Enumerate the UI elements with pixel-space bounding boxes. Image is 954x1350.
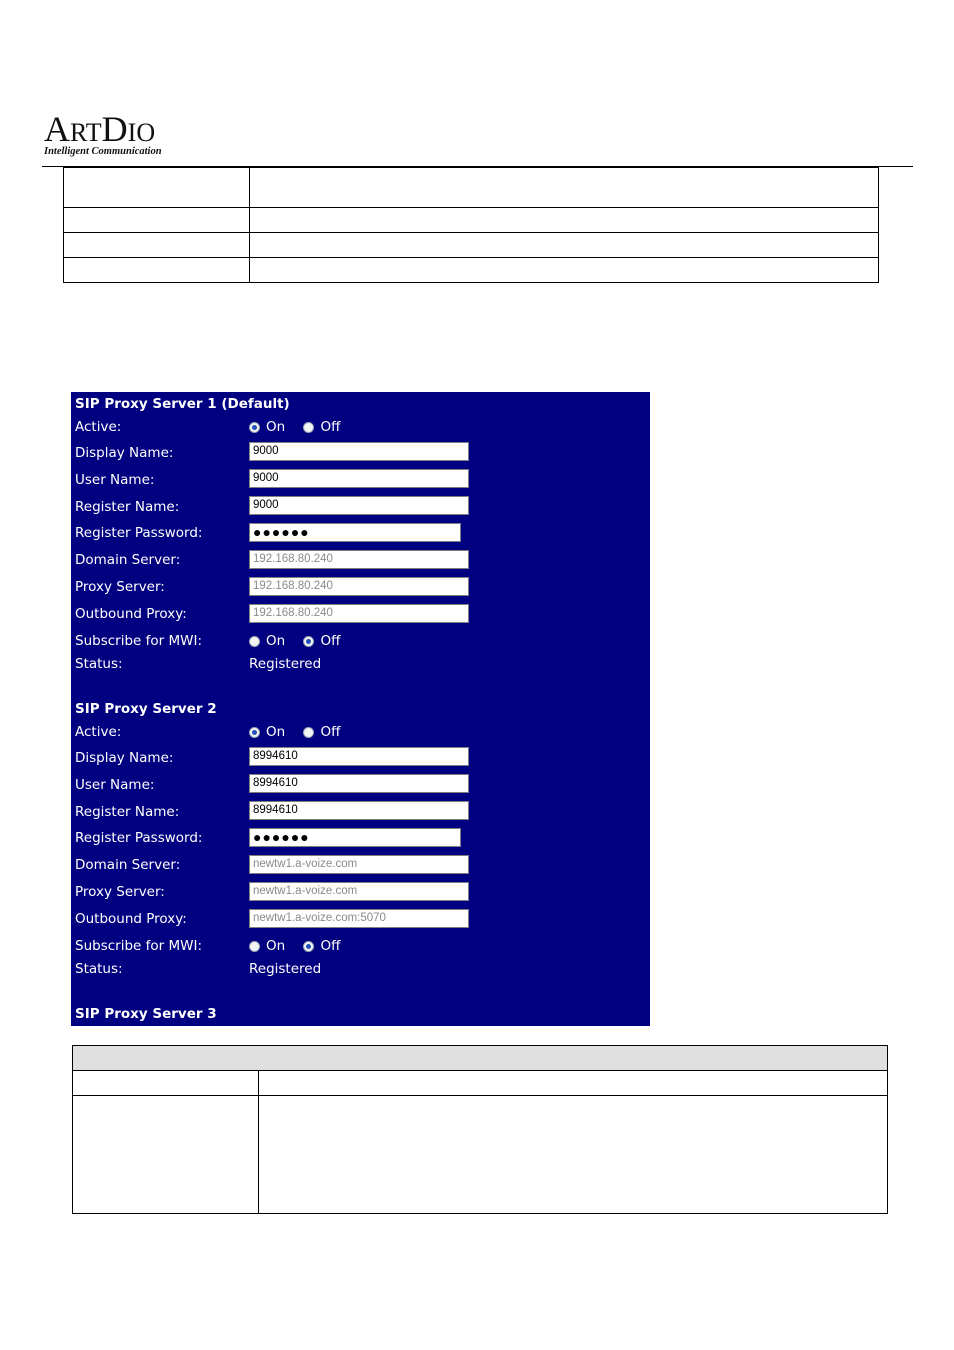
server2-user-name-label: User Name:	[75, 777, 155, 793]
server1-title: SIP Proxy Server 1 (Default)	[75, 396, 290, 412]
server2-display-name-label: Display Name:	[75, 750, 174, 766]
server2-outbound-proxy-input[interactable]: newtw1.a-voize.com:5070	[249, 909, 469, 928]
server2-title: SIP Proxy Server 2	[75, 701, 217, 717]
server2-subscribe-mwi-label: Subscribe for MWI:	[75, 938, 202, 954]
logo-tagline: Intelligent Communication	[44, 146, 162, 157]
server1-domain-server-label: Domain Server:	[75, 552, 181, 568]
server2-register-password-input[interactable]: ●●●●●●	[249, 828, 461, 847]
server2-active-off-radio[interactable]	[303, 727, 314, 738]
server2-outbound-proxy-label: Outbound Proxy:	[75, 911, 187, 927]
server2-register-password-label: Register Password:	[75, 830, 203, 846]
server1-proxy-server-input[interactable]: 192.168.80.240	[249, 577, 469, 596]
server1-user-name-input[interactable]: 9000	[249, 469, 469, 488]
server2-proxy-server-label: Proxy Server:	[75, 884, 165, 900]
server1-register-name-label: Register Name:	[75, 499, 180, 515]
server1-mwi-radio-group: On Off	[249, 633, 354, 649]
artdio-logo	[44, 110, 184, 160]
table-row	[64, 258, 879, 283]
server1-proxy-server-label: Proxy Server:	[75, 579, 165, 595]
server1-status-value: Registered	[249, 656, 322, 672]
table-row	[64, 208, 879, 233]
table-header-row	[73, 1046, 888, 1071]
server1-active-on-radio[interactable]	[249, 422, 260, 433]
server1-register-password-input[interactable]: ●●●●●●	[249, 523, 461, 542]
server2-active-on-radio[interactable]	[249, 727, 260, 738]
server1-domain-server-input[interactable]: 192.168.80.240	[249, 550, 469, 569]
server3-title: SIP Proxy Server 3	[75, 1006, 217, 1022]
server1-register-password-label: Register Password:	[75, 525, 203, 541]
server2-mwi-off-radio[interactable]	[303, 941, 314, 952]
server2-display-name-input[interactable]: 8994610	[249, 747, 469, 766]
server1-register-name-input[interactable]: 9000	[249, 496, 469, 515]
server1-mwi-off-radio[interactable]	[303, 636, 314, 647]
logo-wordmark: ARTDIO	[44, 109, 156, 149]
server1-display-name-label: Display Name:	[75, 445, 174, 461]
server2-register-name-input[interactable]: 8994610	[249, 801, 469, 820]
table-row	[64, 233, 879, 258]
server2-proxy-server-input[interactable]: newtw1.a-voize.com	[249, 882, 469, 901]
server1-outbound-proxy-label: Outbound Proxy:	[75, 606, 187, 622]
server2-status-label: Status:	[75, 961, 123, 977]
server1-display-name-input[interactable]: 9000	[249, 442, 469, 461]
server2-user-name-input[interactable]: 8994610	[249, 774, 469, 793]
server1-mwi-on-radio[interactable]	[249, 636, 260, 647]
table-row	[73, 1071, 888, 1096]
server2-domain-server-input[interactable]: newtw1.a-voize.com	[249, 855, 469, 874]
server2-mwi-on-radio[interactable]	[249, 941, 260, 952]
server1-subscribe-mwi-label: Subscribe for MWI:	[75, 633, 202, 649]
server2-status-value: Registered	[249, 961, 322, 977]
table-row	[64, 168, 879, 208]
sip-proxy-settings-panel	[71, 392, 650, 1026]
server2-active-label: Active:	[75, 724, 122, 740]
table-row	[73, 1096, 888, 1214]
server1-user-name-label: User Name:	[75, 472, 155, 488]
bottom-table	[72, 1045, 888, 1214]
server2-active-radio-group: On Off	[249, 724, 354, 740]
server1-active-off-radio[interactable]	[303, 422, 314, 433]
server2-mwi-radio-group: On Off	[249, 938, 354, 954]
server2-domain-server-label: Domain Server:	[75, 857, 181, 873]
server1-outbound-proxy-input[interactable]: 192.168.80.240	[249, 604, 469, 623]
server2-register-name-label: Register Name:	[75, 804, 180, 820]
server1-status-label: Status:	[75, 656, 123, 672]
top-table	[63, 167, 879, 283]
server1-active-radio-group: On Off	[249, 419, 354, 435]
server1-active-label: Active:	[75, 419, 122, 435]
